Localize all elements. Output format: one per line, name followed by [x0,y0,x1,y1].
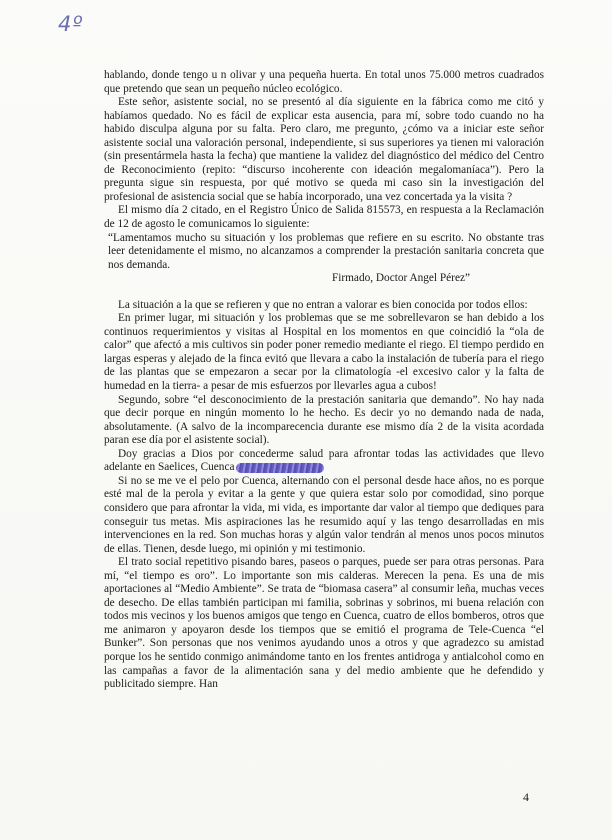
page-number: 4 [523,790,529,804]
handwritten-folio-mark: 4º [58,12,84,36]
quoted-reply: “Lamentamos mucho su situación y los problemas que refiere en su escrito. No obstante tras leer detenidamente el mismo, no alcanzamos a comprender la prestación sanitaria concreta que nos demanda. [108,231,544,271]
paragraph-continuation: hablando, donde tengo u n olivar y una pequeña huerta. En total unos 75.000 metros cuadrados que pretendo que sean un pequeño núcleo ecológico. [104,69,544,95]
paragraph: Este señor, asistente social, no se presentó al día siguiente en la fábrica como me citó y habíamos quedado. No es fácil de explicar esta ausencia, para mí, sobre todo cuando no ha habido disculpa alguna por su falta. Pero claro, me pregunto, ¿cómo va a iniciar este señor asistente social una valoración personal, independiente, si sus superiores ya tienen mi valoración (sin presentármela hasta la fecha) que mantiene la validez del diagnóstico del médico del Centro de Reconocimiento (repito: “discurso incoherente con ideación megalomaníaca”). Pero la pregunta sigue sin respuesta, por qué motivo se queda mi caso sin la investigación del profesional de asistencia social que se había incorporado, una vez concertada ya la visita ? [104,96,544,203]
paragraph: La situación a la que se refieren y que no entran a valorar es bien conocida por todos ellos: [118,298,528,311]
paragraph-with-redaction [104,448,544,475]
paragraph: Si no se me ve el pelo por Cuenca, alternando con el personal desde hace años, no es porque esté mal de la perola y evitar a la gente y que quiera estar solo por comodidad, sino porque considero que para afrontar la vida, mi vida, es importante dar valor al tiempo que dediques para conseguir tus metas. Mis aspiraciones las he resumido aquí y las tengo desarrolladas en mis intervenciones en la red. Son muchas horas y algún valor tendrán al menos unos pocos minutos de ellas. Tienen, desde luego, mi opinión y mi testimonio. [104,474,544,555]
body-text [104,69,544,692]
paragraph: El trato social repetitivo pisando bares, paseos o parques, puede ser para otras personas. Para mí, “el tiempo es oro”. Lo importante son mis calderas. Merecen la pena. Es una de mis aportaciones al “Medio Ambiente”. Se trata de “biomasa casera” al consumir leña, muchas veces de desecho. De ellas también participan mi familia, sobrinas y sobrinos, mi buena relación con todos mis vecinos y los buenos amigos que tengo en Cuenca, cuatro de ellos bomberos, otros que me animaron y apoyaron desde los tiempos que se emitió el programa de Tele-Cuenca “el Bunker”. Son personas que nos venimos ayudando unos a otros y que agradezco su amistad porque los he sentido conmigo animándome tanto en los frentes antidroga y antialcohol como en las campañas a favor de la alimentación sana y del medio ambiente que he defendido y publicitado siempre. Han [104,556,544,691]
quoted-signature: Firmado, Doctor Angel Pérez” [331,272,470,285]
paragraph: Segundo, sobre “el desconocimiento de la prestación sanitaria que demando”. No hay nada que decir porque en ningún momento lo he hecho. Es decir yo no demando nada de nada, absolutamente. (A salvo de la incomparecencia durante ese mismo día 2 de la visita acordada paran ese día por el asistente social). [104,393,544,447]
paragraph: El mismo día 2 citado, en el Registro Único de Salida 815573, en respuesta a la Reclamación de 12 de agosto le comunicamos lo siguiente: [104,204,544,231]
ink-redaction-scribble [236,463,324,473]
paragraph-text: Doy gracias a Dios por concederme salud para afrontar todas las actividades que llevo adelante en Saelices, Cuenca [104,447,544,474]
paragraph: En primer lugar, mi situación y los problemas que se me sobrellevaron se han debido a los continuos requerimientos y visitas al Hospital en los momentos en que coincidió la “ola de calor” que afectó a mis cultivos sin poder poner remedio mediante el riego. El tiempo perdido en largas esperas y alejado de la finca evitó que llevara a cabo la instalación de tubería para el riego de las plantas que se empezaron a secar por la climatología -el excesivo calor y la falta de humedad en la tierra- a pesar de mis esfuerzos por llevarles agua a cubos! [104,312,544,393]
paragraph-gap [104,286,544,299]
